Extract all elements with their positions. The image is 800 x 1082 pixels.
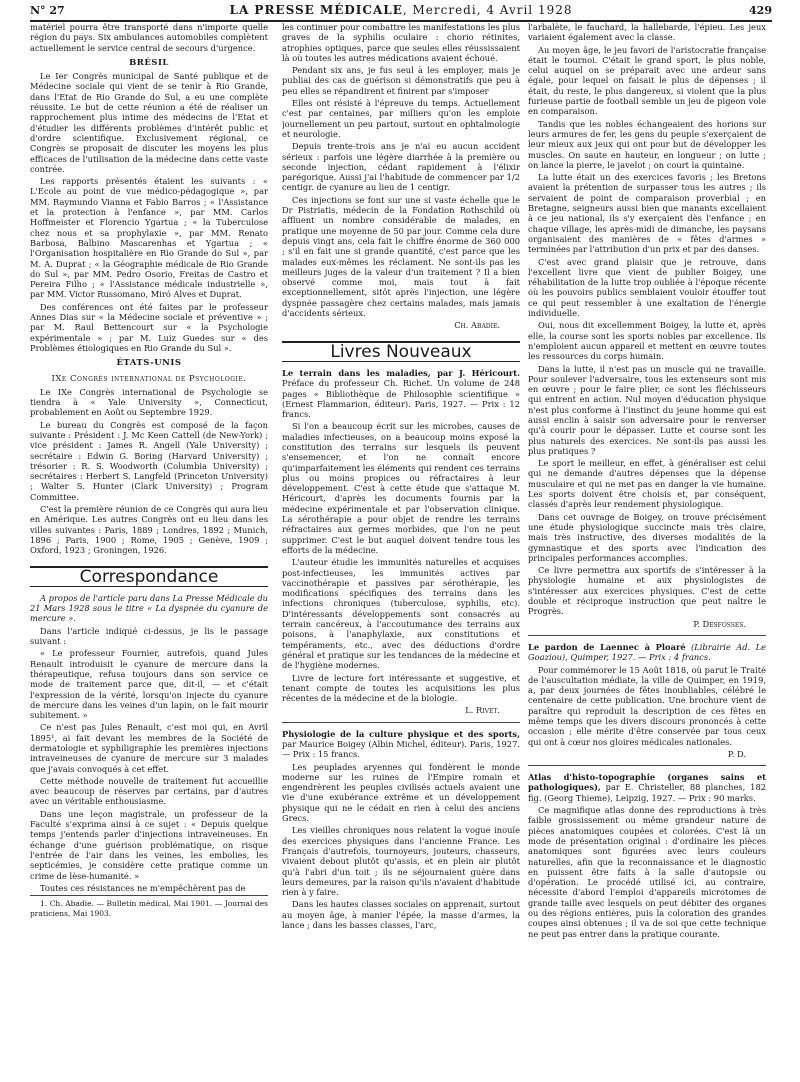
paragraph: Le Ier Congrès municipal de Santé publique et de Médecine sociale qui vient de se tenir à Rio Grande, dans l'Etat de Rio Grande do Sul, a eu une complète réussite. Le but de cette réunion a été de réaliser un rapprochement plus intime des médecins de l'Etat et d'étudier les différents problèmes d'intérêt public et d'ordre scientifique. Exclusivement régional, ce Congrès se proposait de discuter les moyens les plus efficaces de l'utilisation de la médecine dans cette vaste contrée.: [30, 71, 268, 174]
book-title: Physiologie de la culture physique et des sports,: [282, 728, 520, 739]
book-title: Atlas d'histo-topographie (organes sains et pathologiques),: [528, 772, 766, 793]
paragraph: Le sport le meilleur, en effet, à généraliser est celui qui ne demande d'autres dépenses que la dépense musculaire et qui ne met pas en danger la vie humaine. Les sports doivent être choisis et, par conséquent, classés d'après leur rendement physiologique.: [528, 458, 766, 510]
paragraph: C'est la première réunion de ce Congrès qui aura lieu en Amérique. Les autres Congrès ont eu lieu dans les villes suivantes : Paris, 1889 ; Londres, 1892 ; Munich, 1896 ; Paris, 1900 ; Rome, 1905 ; Genève, 1909 ; Oxford, 1923 ; Groningen, 1926.: [30, 504, 268, 556]
journal-name: LA PRESSE MÉDICALE: [229, 3, 403, 17]
paragraph: Pendant six ans, je fus seul à les employer, mais je publiai des cas de guérison si démonstratifs que peu à peu elles se répandirent et finirent par s'imposer: [282, 65, 520, 96]
paragraph: Ce magnifique atlas donne des reproductions à très faible grossissement ou même grandeur nature de pièces anatomiques coupées et colorées. C'est là un mode de présentation original : d'ordinaire les pièces anatomiques sont figurées avec leurs couleurs naturelles, afin que la reconnaissance et le diagnostic en puissent être faits à la salle d'autopsie ou d'opération. Le procédé utilisé ici, au contraire, nécessite d'abord l'emploi d'appareils microtomes de grande taille avec lesquels on peut débiter des organes ou des régions entières, puis la coloration des grandes coupes ainsi obtenues ; il va de soi que cette technique ne peut pas entrer dans la pratique courante.: [528, 805, 766, 939]
book-meta: par Maurice Boigey (Albin Michel, éditeur). Paris, 1927. — Prix : 15 francs.: [282, 739, 520, 760]
signature: Ch. Abadie.: [454, 320, 500, 331]
paragraph: La lutte était un des exercices favoris ; les Bretons avaient la prétention de surpasser tous les autres ; ils servaient de point de comparaison proverbial ; en Bretagne, seigneurs aussi bien que manants excellaient à ce jeu national, ils s'y exerçaient dès l'enfance ; en chaque village, les après-midi de dimanche, les paysans organisaient des manières de « fêtes d'armes » terminées par l'attribution d'un prix et par des danses.: [528, 172, 766, 255]
divider: [528, 635, 766, 636]
issue-date: , Mercredi, 4 Avril 1928: [402, 3, 573, 17]
paragraph: Les rapports présentés étaient les suivants : « L'Ecole au point de vue médico-pédagogique », par MM. Raymundo Vianna et Fabio Barros ; « l'Assistance et la protection à l'enfance », par MM. Carlos Hoffmeister et Florencio Ygartua ; « la Tuberculose chez nous et sa prophylaxie », par MM. Renato Barbosa, Balbino Mascarenhas et Ygartua ; « l'Organisation hospitalière en Rio Grande do Sul », par M. A. Duprat ; « la Géographie médicale de Rio Grande do Sul », par MM. Pedro Osorio, Freitas de Castro et Pereira Filho ; « l'Assistance médicale industrielle », par MM. Victor Russomano, Miró Alves et Duprat.: [30, 176, 268, 300]
paragraph: Dans les hautes classes sociales on apprenait, surtout au moyen âge, à manier l'épée, la masse d'armes, la lance ; dans les basses classes, l'arc,: [282, 899, 520, 931]
paragraph: Oui, nous dit excellemment Boigey, la lutte et, après elle, la course sont les sports nobles par excellence. Ils n'emploient aucun appareil et mettent en œuvre toutes les ressources du corps humain.: [528, 320, 766, 362]
paragraph: Ces injections se font sur une si vaste échelle que le Dr Pistriatis, médecin de la Fondation Rothschild où affluent un nombre considérable de malades, en pratique une moyenne de 50 par jour. Comme cela dure depuis vingt ans, cela fait le chiffre énorme de 360 000 ; s'il en fait une si grande quantité, c'est parce que les malades eux-mêmes les réclament. Ne sont-ils pas les meilleurs juges de la valeur d'un traitement ? Il a bien observé comme moi, mais tout à fait exceptionnellement, sitôt après l'injection, une légère dyspnée passagère chez certains malades, mais jamais d'accidents sérieux.: [282, 194, 520, 319]
journal-title: [30, 3, 772, 17]
paragraph: Le IXe Congrès international de Psychologie se tiendra à « Yale University », Connecticut, probablement en Août ou Septembre 1929.: [30, 386, 268, 418]
paragraph: C'est avec grand plaisir que je retrouve, dans l'excellent livre que vient de publier Boigey, une réhabilitation de la lutte trop oubliée à l'époque récente où les pouvoirs publics semblaient vouloir étouffer tout ce qui peut ressembler à une exaltation de l'énergie individuelle.: [528, 256, 766, 319]
paragraph: Toutes ces résistances ne m'empêchèrent pas de: [40, 882, 246, 893]
issue-number: N° 27: [30, 4, 65, 17]
book-meta: Préface du professeur Ch. Richet. Un volume de 248 pages « Bibliothèque de Philosophie scientifique » (Ernest Flammarion, éditeur). Paris, 1927. — Prix : 12 francs.: [282, 378, 520, 420]
paragraph: Les vieilles chroniques nous relatent la vogue inouïe des exercices physiques dans l'ancienne France. Les Français d'autrefois, tournoyeurs, jouteurs, chasseurs, vivaient debout plutôt qu'assis, et en plein air plutôt qu'à l'abri d'un toit ; ils ne séjournaient guère dans leurs demeures, par la raison qu'ils n'avaient d'habitude rien à y faire.: [282, 825, 520, 898]
paragraph: Cette méthode nouvelle de traitement fut accueillie avec beaucoup de réserves par certains, par d'autres avec un véritable enthousiasme.: [30, 775, 268, 807]
footnote: 1. Ch. Abadie. — Bulletin médical, Mai 1901. — Journal des praticiens, Mai 1903.: [30, 895, 268, 918]
column-left: [30, 22, 268, 1077]
paragraph: Dans cet ouvrage de Boigey, on trouve précisément une étude physiologique succincte mais très claire, mais très instructive, des diverses modalités de la gymnastique et des sports avec l'indication des principales performances accomplies.: [528, 511, 766, 563]
paragraph: Dans la lutte, il n'est pas un muscle qui ne travaille. Pour soulever l'adversaire, tous les extenseurs sont mis en œuvre ; pour le faire plier, ce sont les fléchisseurs qui entrent en action. Nul moyen d'éducation physique n'est plus conforme à l'instinct du jeune homme qui est aussi enclin à saisir son adversaire pour le renverser qu'à courir pour le dépasser. Lutte et course sont les plus naturels des exercices. Ne sont-ils pas aussi les plus pratiques ?: [528, 363, 766, 456]
paragraph: Le bureau du Congrès est composé de la façon suivante : Président : J. Mc Keen Cattell (de New-York) ; vice président : James R. Angell (Yale University) ; secrétaire : Edwin G. Boring (Harvard University) ; trésorier : R. S. Woodworth (Columbia University) ; secrétaires : Herbert S. Langfeld (Princeton University) ; Walter S. Hunter (Clark University) ; Program Committee.: [30, 419, 268, 502]
paragraph: Elles ont résisté à l'épreuve du temps. Actuellement c'est par centaines, par milliers qu'on les emploie journellement un peu partout, surtout en ophtalmologie et neurologie.: [282, 98, 520, 139]
paragraph: Ce livre permettra aux sportifs de s'intéresser à la physiologie humaine et aux physiologistes de s'intéresser aux exercices physiques. C'est de cette double et réciproque instruction que peut naître le Progrès.: [528, 565, 766, 617]
book-meta: par E. Christeller, 88 planches, 182 fig. (Georg Thieme), Leipzig, 1927. — Prix : 90 marks.: [528, 782, 766, 803]
paragraph: Dans l'article indiqué ci-dessus, je lis le passage suivant :: [30, 625, 268, 647]
section-title-livres-nouveaux: Livres Nouveaux: [282, 341, 520, 362]
signature: L. Rivet.: [465, 705, 500, 716]
paragraph: Si l'on a beaucoup écrit sur les microbes, causes de maladies infectieuses, on a beaucoup moins exposé la constitution des terrains sur lesquels ils peuvent s'ensemencer, et l'on ne connaît encore qu'imparfaitement les éléments qui rendent ces terrains plus ou moins propices ou réfractaires à leur développement. C'est à cette étude que s'attaque M. Héricourt, d'après les documents fournis par la médecine expérimentale et par l'observation clinique. La sérothérapie a pour objet de rendre les terrains réfractaires aux germes morbides, que l'on ne peut supprimer. C'est le but auquel doivent tendre tous les efforts de la médecine.: [282, 421, 520, 555]
book-meta: (Librairie Ad. Le Goaziou), Quimper, 1927. — Prix : 4 francs.: [528, 641, 766, 663]
book-title: Le terrain dans les maladies, par J. Héricourt.: [282, 367, 520, 378]
divider: [528, 765, 766, 766]
column-right: [528, 22, 766, 1077]
paragraph: Livre de lecture fort intéressante et suggestive, et tenant compte de toutes les acquisitions les plus récentes de la médecine et de la biologie.: [282, 672, 520, 704]
paragraph: les continuer pour combattre les manifestations les plus graves de la syphilis oculaire : chorio rétinites, atrophies optiques, parce que seules elles réussissaient là où toutes les autres médications avaient échoué.: [282, 22, 520, 63]
signature: P. D.: [727, 748, 746, 759]
correspondence-subject: A propos de l'article paru dans La Presse Médicale du 21 Mars 1928 sous le titre « La dyspnée du cyanure de mercure ».: [30, 592, 268, 624]
paragraph: Au moyen âge, le jeu favori de l'aristocratie française était le tournoi. C'était le grand sport, le plus noble, celui auquel on se préparait avec une ardeur sans égale, pour lequel on faisait le plus de dépenses ; il était, du reste, le plus dangereux, si violent que la plus furieuse partie de football semble un jeu de pigeon vole en comparaison.: [528, 44, 766, 117]
page-header: [30, 2, 772, 22]
section-heading-bresil: BRÉSIL: [129, 57, 169, 68]
paragraph: l'arbalète, le fauchard, la hallebarde, l'épieu. Les jeux variaient également avec la classe.: [528, 22, 766, 43]
page-number: 429: [749, 4, 772, 17]
paragraph: Ce n'est pas Jules Renault, c'est moi qui, en Avril 1895¹, ai fait devant les membres de la Société de dermatologie et syphiligraphie les premières injections intraveineuses de cyanure de mercure sur 3 malades que j'avais convoqués à cet effet.: [30, 722, 268, 774]
paragraph: Dans une leçon magistrale, un professeur de la Faculté s'exprima ainsi à ce sujet : « Depuis quelque temps j'entends parler d'injections intraveineuses. En échange d'une guérison problématique, on risque l'entrée de l'air dans les veines, les embolies, les septicémies, je considère cette pratique comme un crime de lèse-humanité. »: [30, 808, 268, 881]
paragraph: Les peuplades aryennes qui fondèrent le monde moderne sur les ruines de l'Empire romain et engendrèrent les peuples civilisés actuels avaient une vie d'une exubérance extrême et un développement physique qui ne le cédait en rien à celui des anciens Grecs.: [282, 761, 520, 824]
paragraph: L'auteur étudie les immunités naturelles et acquises post-infectieuses, les immunités actives par vaccinothérapie et passives par sérothérapie, les modifications spécifiques des terrains dans les infections chroniques (tuberculose, syphilis, etc). D'intéressants développements sont consacrés au terrain cancéreux, à l'accoutumance des terrains aux poisons, à l'anaphylaxie, aux constitutions et tempéraments, etc., avec des déductions d'ordre général et pratique sur les tendances de la médecine et de l'hygiène modernes.: [282, 557, 520, 671]
paragraph: Depuis trente-trois ans je n'ai eu aucun accident sérieux : parfois une légère diarrhée à la première ou seconde injection, cédant rapidement à l'élixir parégorique. Aussi j'ai l'habitude de commencer par 1/2 centigr. de cyanure au lieu de 1 centigr.: [282, 141, 520, 193]
paragraph: « Le professeur Fournier, autrefois, quand Jules Renault introduisit le cyanure de mercure dans la thérapeutique, refusa toujours dans son service ce mode de traitement parce que, dit-il, — et c'était l'expression de la vérité, lorsqu'on injecte du cyanure de mercure dans les veines d'un lapin, on le fait mourir subitement. »: [30, 648, 268, 721]
paragraph: matériel pourra être transporté dans n'importe quelle région du pays. Six ambulances automobiles complètent actuellement le service central de secours d'urgence.: [30, 22, 268, 53]
signature: P. Desfosses.: [693, 618, 746, 629]
paragraph: Des conférences ont été faites par le professeur Annes Dias sur « la Médecine sociale et préventive » ; par M. Raul Bettencourt sur « la Psychologie expérimentale » ; par M. Luiz Guedes sur « des Problèmes étiologiques en Rio Grande du Sul ».: [30, 301, 268, 353]
paragraph: Pour commémorer le 15 Août 1818, où parut le Traité de l'auscultation médiate, la ville de Quimper, en 1919, a, par deux journées de fêtes inoubliables, célébré le centenaire de cette publication. Une brochure vient de paraître qui reproduit la description de ces fêtes en même temps que les divers discours prononcés à cette occasion ; elle mérite d'être conservée par tous ceux qui ont à cœur nos gloires médicales nationales.: [528, 664, 766, 747]
divider: [282, 722, 520, 723]
paragraph: Tandis que les nobles échangeaient des horions sur leurs armures de fer, les gens du peuple s'exerçaient de leur mieux aux jeux qui ont pour but de développer les muscles. On saute en hauteur, en longueur ; on lutte ; on lance la pierre, le javelot ; on court la quintaine.: [528, 118, 766, 170]
book-title: Le pardon de Laennec à Ploaré: [528, 641, 686, 652]
section-title-correspondance: Correspondance: [30, 566, 268, 587]
section-heading-etats-unis: ÉTATS-UNIS: [116, 358, 182, 369]
column-middle: [282, 22, 520, 1077]
section-subheading: IXe Congrès international de Psychologie.: [51, 373, 247, 384]
